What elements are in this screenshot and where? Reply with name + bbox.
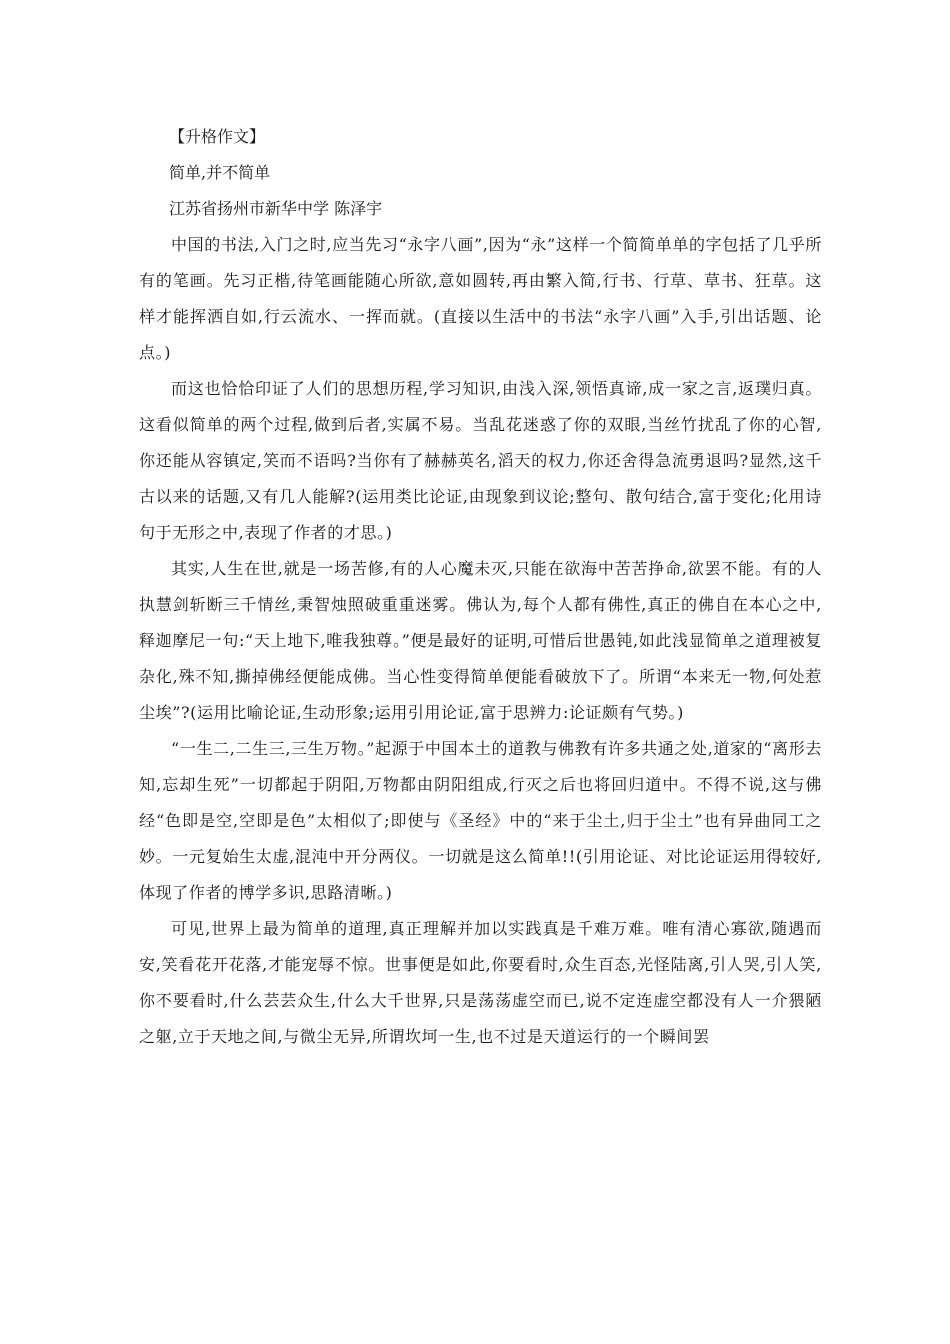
paragraph-2: 而这也恰恰印证了人们的思想历程,学习知识,由浅入深,领悟真谛,成一家之言,返璞归真。这看似简单的两个过程,做到后者,实属不易。当乱花迷惑了你的双眼,当丝竹扰乱了你的心智,你还能从容镇定,笑而不语吗?当你有了赫赫英名,滔天的权力,你还舍得急流勇退吗?显然,这千古以来的话题,又有几人能解?(运用类比论证,由现象到议论;整句、散句结合,富于变化;化用诗句于无形之中,表现了作者的才思。) (139, 379, 822, 542)
essay-content (139, 119, 822, 1055)
paragraph-4: “一生二,二生三,三生万物。”起源于中国本土的道教与佛教有许多共通之处,道家的“离形去知,忘却生死”一切都起于阴阳,万物都由阴阳组成,行灭之后也将回归道中。不得不说,这与佛经“色即是空,空即是色”太相似了;即使与《圣经》中的“来于尘土,归于尘土”也有异曲同工之妙。一元复始生太虚,混沌中开分两仪。一切就是这么简单!!(引用论证、对比论证运用得较好,体现了作者的博学多识,思路清晰。) (139, 739, 822, 902)
paragraph-1: 中国的书法,入门之时,应当先习“永字八画”,因为“永”这样一个简简单单的字包括了几乎所有的笔画。先习正楷,待笔画能随心所欲,意如圆转,再由繁入简,行书、行草、草书、狂草。这样才能挥洒自如,行云流水、一挥而就。(直接以生活中的书法“永字八画”入手,引出话题、论点。) (139, 235, 822, 362)
author-line: 江苏省扬州市新华中学 陈泽宇 (169, 199, 383, 218)
paragraph-3: 其实,人生在世,就是一场苦修,有的人心魔未灭,只能在欲海中苦苦挣命,欲罢不能。有的人执慧剑斩断三千情丝,秉智烛照破重重迷雾。佛认为,每个人都有佛性,真正的佛自在本心之中,释迦摩尼一句:“天上地下,唯我独尊。”便是最好的证明,可惜后世愚钝,如此浅显简单之道理被复杂化,殊不知,撕掉佛经便能成佛。当心性变得简单便能看破放下了。所谓“本来无一物,何处惹尘埃”?(运用比喻论证,生动形象;运用引用论证,富于思辨力:论证颇有气势。) (139, 559, 822, 722)
section-label: 【升格作文】 (169, 127, 266, 146)
paragraph-5: 可见,世界上最为简单的道理,真正理解并加以实践真是千难万难。唯有清心寡欲,随遇而安,笑看花开花落,才能宠辱不惊。世事便是如此,你要看时,众生百态,光怪陆离,引人哭,引人笑,你不要看时,什么芸芸众生,什么大千世界,只是荡荡虚空而已,说不定连虚空都没有人一介猥陋之躯,立于天地之间,与微尘无异,所谓坎坷一生,也不过是天道运行的一个瞬间罢 (139, 919, 822, 1046)
essay-title: 简单,并不简单 (169, 163, 271, 182)
